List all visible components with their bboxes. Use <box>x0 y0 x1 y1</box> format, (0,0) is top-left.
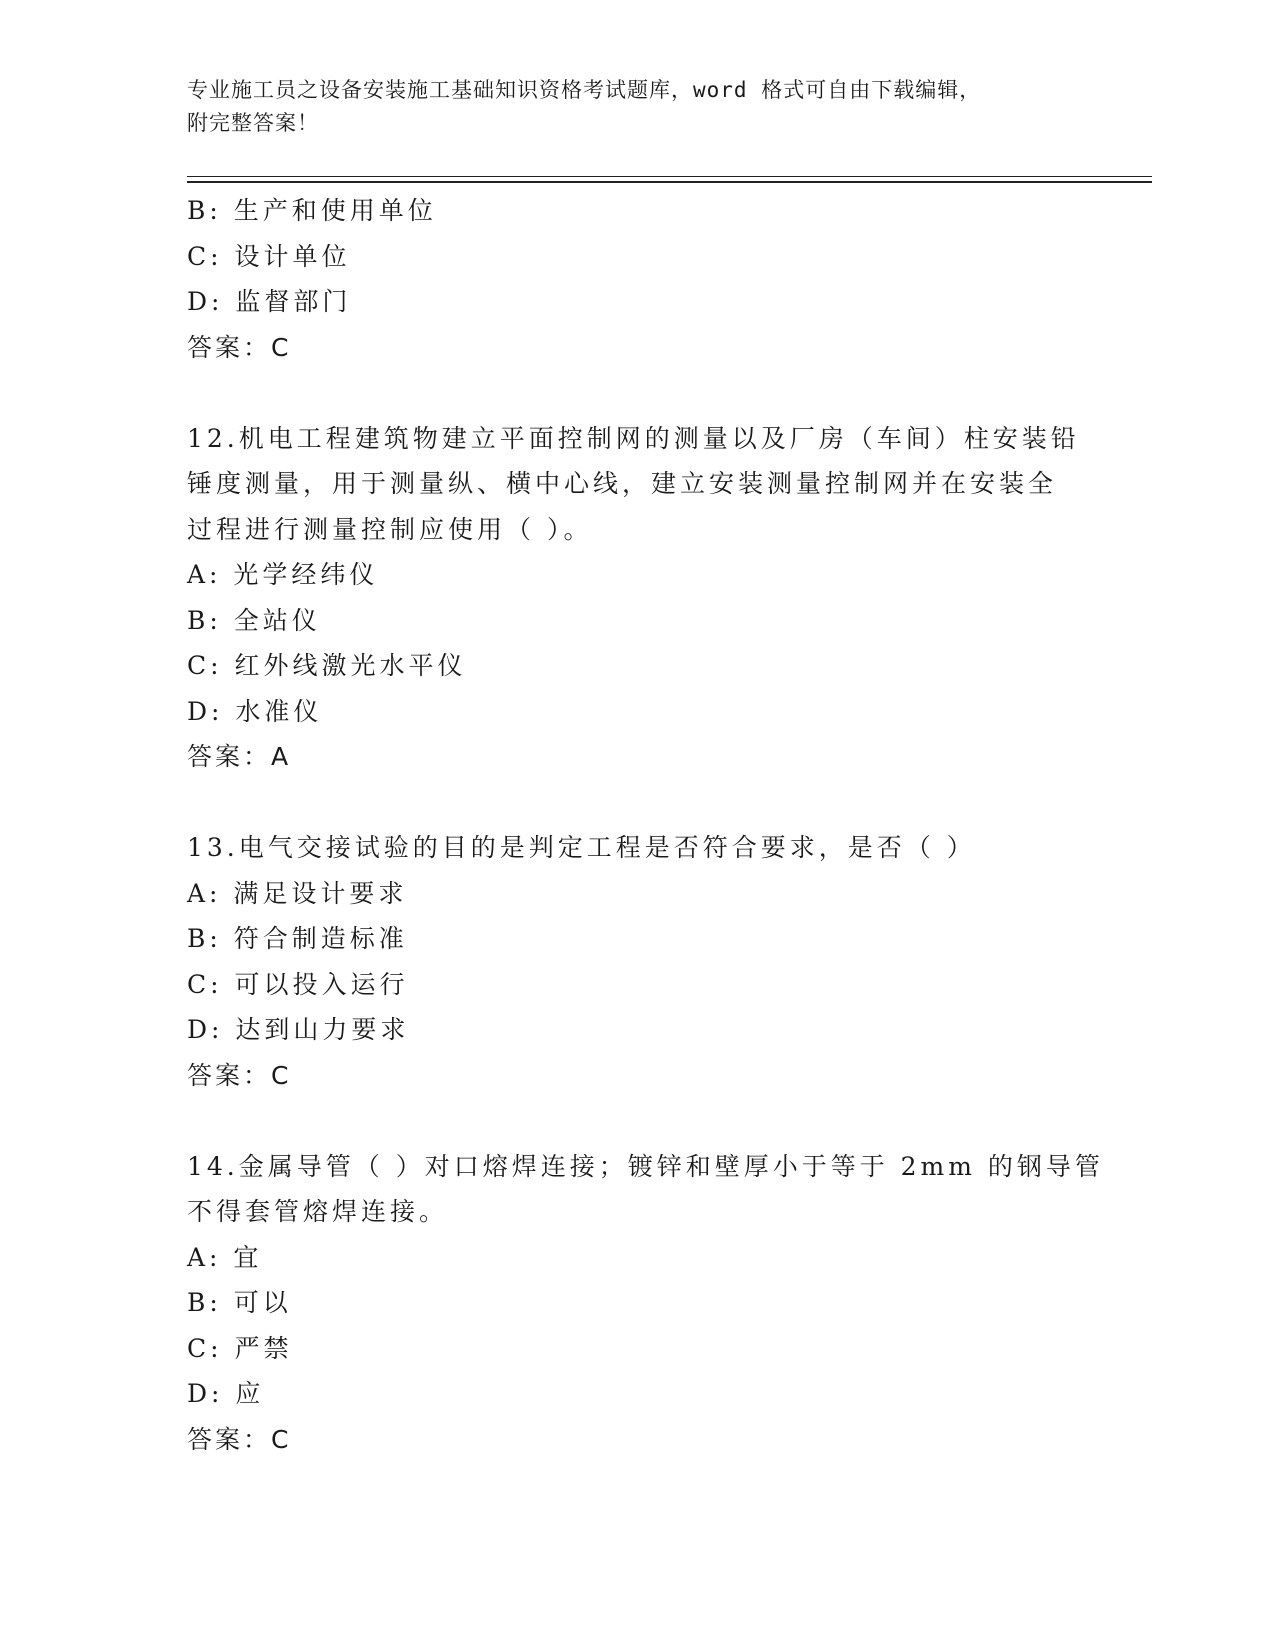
answer-line: 答案：A <box>187 742 292 771</box>
option-c: C: 严禁 <box>187 1333 293 1363</box>
header-line-1: 专业施工员之设备安装施工基础知识资格考试题库，word 格式可自由下载编辑， <box>187 78 982 102</box>
option-b: B: 可以 <box>187 1288 292 1317</box>
question-list <box>187 188 1104 1462</box>
document-header <box>187 74 1067 140</box>
answer-line: 答案：C <box>187 1060 292 1090</box>
option-c: C: 设计单位 <box>187 241 351 271</box>
spacer <box>187 370 1087 416</box>
option-b: B: 全站仪 <box>187 605 321 635</box>
option-a: A: 满足设计要求 <box>187 878 408 908</box>
spacer <box>187 1098 1087 1144</box>
question-11-continued <box>187 188 1087 370</box>
option-b: B: 生产和使用单位 <box>187 196 437 225</box>
answer-line: 答案：C <box>187 332 292 362</box>
option-c: C: 可以投入运行 <box>187 969 409 999</box>
option-d: D: 应 <box>187 1379 265 1408</box>
option-d: D: 水准仪 <box>187 696 323 726</box>
option-d: D: 达到山力要求 <box>187 1015 410 1044</box>
question-text-line: 锤度测量，用于测量纵、横中心线，建立安装测量控制网并在安装全 <box>187 469 1058 498</box>
question-13 <box>187 825 1087 1098</box>
option-b: B: 符合制造标准 <box>187 924 408 953</box>
question-text-line: 14.金属导管（ ）对口熔焊连接；镀锌和壁厚小于等于 2mm 的钢导管 <box>187 1151 1104 1181</box>
question-text-line: 12.机电工程建筑物建立平面控制网的测量以及厂房（车间）柱安装铅 <box>187 423 1080 453</box>
question-text-line: 不得套管熔焊连接。 <box>187 1197 449 1226</box>
question-14 <box>187 1144 1104 1463</box>
header-line-2: 附完整答案！ <box>187 111 319 135</box>
option-c: C: 红外线激光水平仪 <box>187 651 467 680</box>
option-a: A: 宜 <box>187 1242 263 1272</box>
answer-line: 答案：C <box>187 1424 292 1454</box>
question-text-line: 过程进行测量控制应使用（ ）。 <box>187 514 593 544</box>
question-text-line: 13.电气交接试验的目的是判定工程是否符合要求，是否（ ） <box>187 833 976 862</box>
option-d: D: 监督部门 <box>187 287 352 316</box>
option-a: A: 光学经纬仪 <box>187 560 379 589</box>
question-12 <box>187 416 1087 780</box>
header-divider-thin <box>187 176 1152 177</box>
spacer <box>187 780 1087 826</box>
header-divider-thick <box>187 181 1152 183</box>
